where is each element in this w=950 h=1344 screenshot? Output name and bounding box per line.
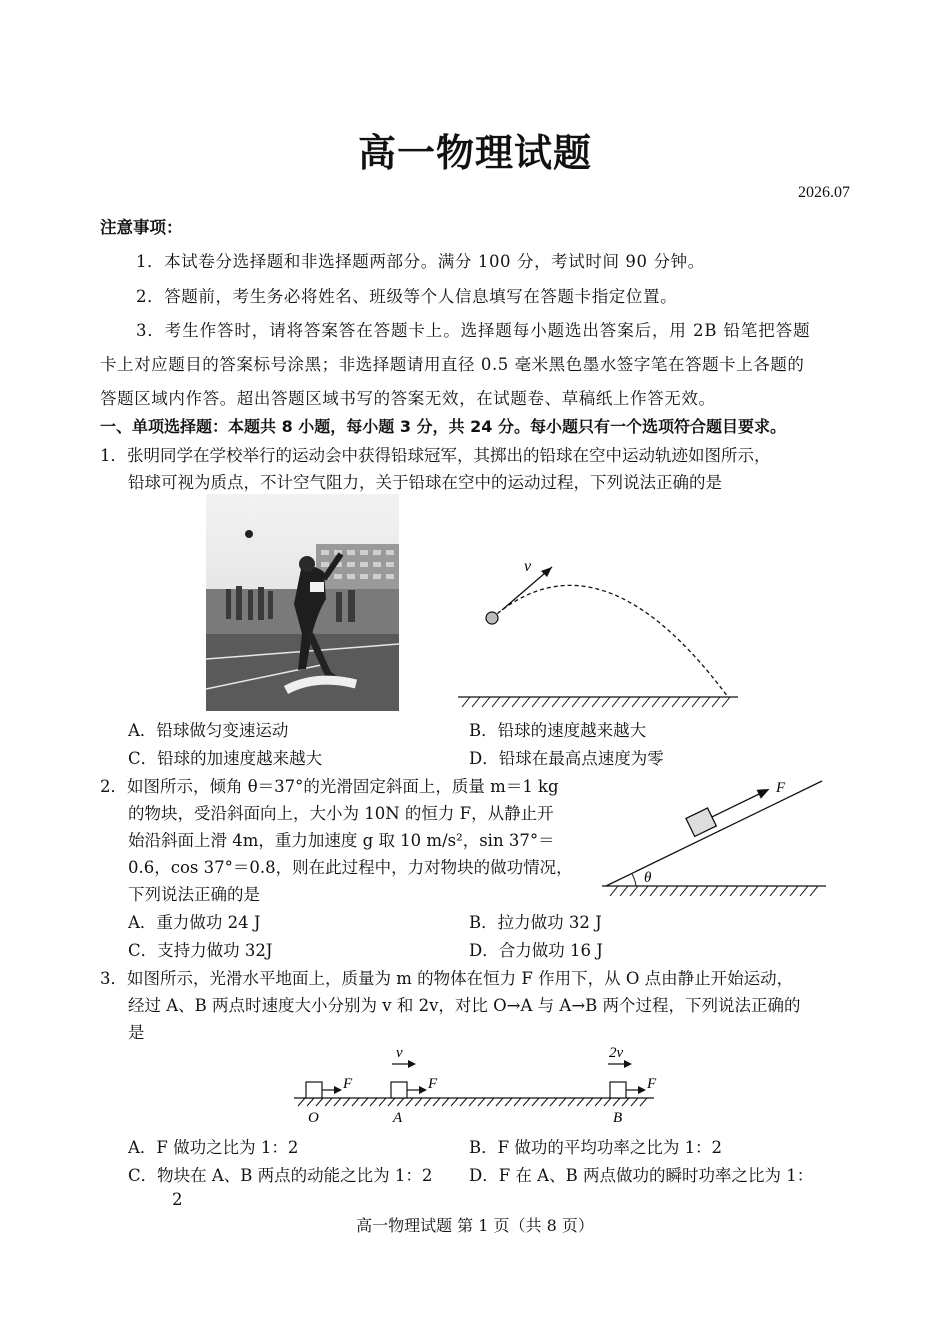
velocity-label-v: v [396,1045,403,1061]
notice-line-1: 1．本试卷分选择题和非选择题两部分。满分 100 分，考试时间 90 分钟。 [136,252,705,271]
section-heading: 一、单项选择题：本题共 8 小题，每小题 3 分，共 24 分。每小题只有一个选项符合题目要求。 [100,417,786,436]
force-label-f-o: F [343,1076,353,1092]
point-label-a: A [393,1110,403,1126]
q1-option-c: C．铅球的加速度越来越大 [128,749,323,768]
q2-stem-line-2: 的物块，受沿斜面向上，大小为 10N 的恒力 F，从静止开 [128,804,554,823]
point-label-b: B [613,1110,623,1126]
notice-line-3: 3．考生作答时，请将答案答在答题卡上。选择题每小题选出答案后，用 2B 铅笔把答题 [136,321,811,340]
q3-option-c: C．物块在 A、B 两点的动能之比为 1：2 [128,1166,433,1185]
point-label-o: O [308,1110,319,1126]
q2-option-d: D．合力做功 16 J [469,941,603,960]
notice-line-2: 2．答题前，考生务必将姓名、班级等个人信息填写在答题卡指定位置。 [136,287,678,306]
velocity-label-v: v [524,558,532,575]
notice-line-4: 卡上对应题目的答案标号涂黑；非选择题请用直径 0.5 毫米黑色墨水签字笔在答题卡上各题的 [100,355,805,374]
q3-stem-line-2: 经过 A、B 两点时速度大小分别为 v 和 2v，对比 O→A 与 A→B 两个过程，下列说法正确的 [128,996,801,1015]
q1-option-d: D．铅球在最高点速度为零 [469,749,664,768]
page-footer: 高一物理试题 第 1 页（共 8 页） [356,1216,594,1235]
q2-option-c: C．支持力做功 32J [128,941,273,960]
q3-option-d-continued: 2 [172,1190,183,1209]
q3-motion-figure [290,1042,662,1128]
q2-stem-line-5: 下列说法正确的是 [128,885,260,904]
q1-stem-line-1: 1．张明同学在学校举行的运动会中获得铅球冠军，其掷出的铅球在空中运动轨迹如图所示， [100,446,771,465]
force-label-f: F [776,780,786,796]
q2-incline-figure [598,778,830,900]
q3-stem-line-3: 是 [128,1023,145,1042]
q2-stem-line-3: 始沿斜面上滑 4m，重力加速度 g 取 10 m/s²，sin 37°＝ [128,831,555,850]
q3-option-b: B．F 做功的平均功率之比为 1：2 [469,1138,723,1157]
page-title: 高一物理试题 [357,131,592,175]
notice-heading: 注意事项： [100,218,183,237]
force-label-f-b: F [647,1076,657,1092]
q1-trajectory-figure [452,555,742,711]
exam-date: 2026.07 [798,184,850,201]
q2-option-a: A．重力做功 24 J [128,913,261,932]
velocity-label-2v: 2v [609,1045,624,1061]
q3-option-a: A．F 做功之比为 1：2 [128,1138,299,1157]
q2-stem-line-1: 2．如图所示，倾角 θ＝37°的光滑固定斜面上，质量 m＝1 kg [100,777,559,796]
shot-put-photo [206,494,399,711]
notice-line-5: 答题区域内作答。超出答题区域书写的答案无效，在试题卷、草稿纸上作答无效。 [100,389,716,408]
q1-option-a: A．铅球做匀变速运动 [128,721,289,740]
q1-stem-line-2: 铅球可视为质点，不计空气阻力，关于铅球在空中的运动过程，下列说法正确的是 [128,473,722,492]
q2-option-b: B．拉力做功 32 J [469,913,602,932]
q2-stem-line-4: 0.6，cos 37°＝0.8，则在此过程中，力对物块的做功情况， [128,858,573,877]
force-label-f-a: F [428,1076,438,1092]
q1-option-b: B．铅球的速度越来越大 [469,721,647,740]
q3-stem-line-1: 3．如图所示，光滑水平地面上，质量为 m 的物体在恒力 F 作用下，从 O 点由静止开始运动， [100,969,794,988]
angle-theta-label: θ [644,870,652,886]
q3-option-d: D．F 在 A、B 两点做功的瞬时功率之比为 1： [469,1166,814,1185]
